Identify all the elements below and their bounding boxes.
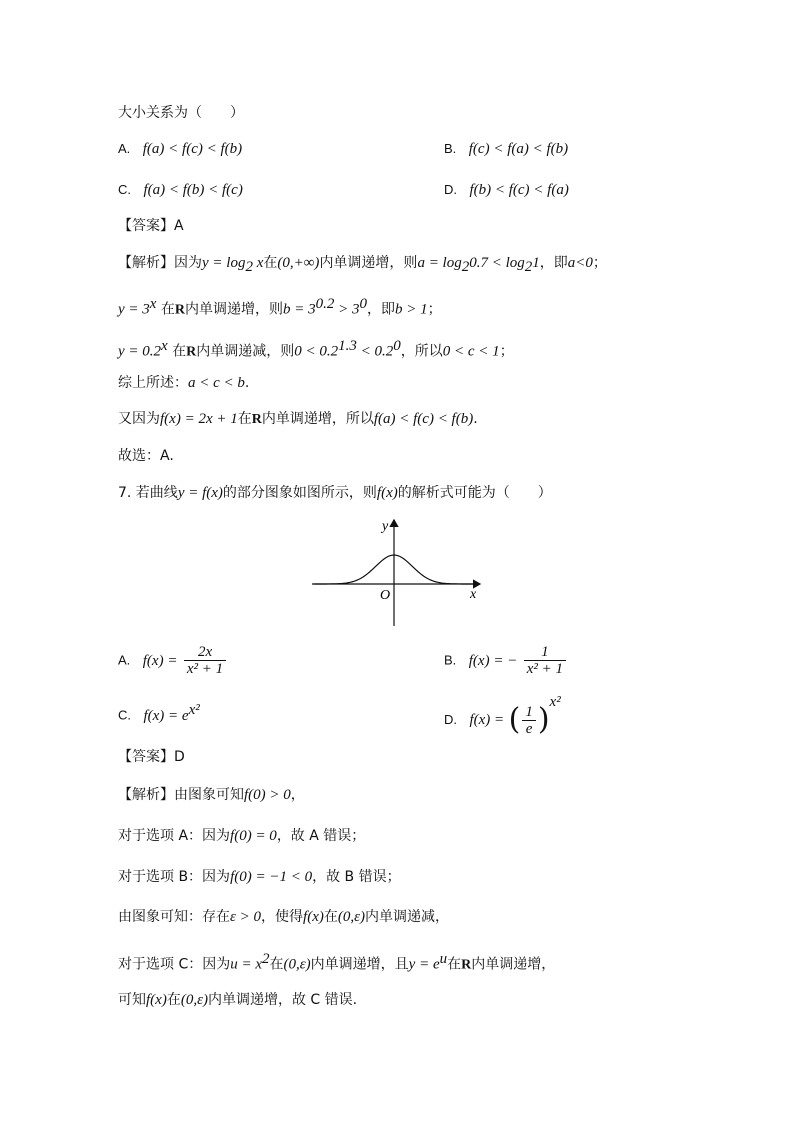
q6-answer-line — [118, 216, 184, 236]
q6-a2-expr: y = 3 — [118, 301, 150, 318]
q6-a3-exp1: 1.3 — [338, 338, 357, 354]
q6-summary-dot: . — [244, 375, 250, 391]
q7-b6-tail: 内单调递增，故 C 错误. — [207, 992, 358, 1008]
q7-b5-expr2: y = e — [408, 956, 440, 973]
q7-b4-in: 在 — [323, 909, 338, 925]
q7-stem-mid: 的部分图象如图所示，则 — [222, 485, 377, 501]
q6-a1-text: 内单调递增，则 — [319, 255, 418, 271]
q7-b4-fx: f(x) — [303, 909, 324, 925]
q7-option-b-lhs: f(x) = − — [468, 652, 518, 669]
q6-again-dot: . — [473, 411, 478, 427]
q6-a1-val: 0.7 < log — [469, 255, 525, 271]
q7-option-a-fraction — [184, 644, 226, 677]
q7-option-d-letter: D. — [444, 712, 457, 727]
q6-a1-one: 1 — [532, 255, 540, 271]
q6-option-a-expr: f(a) < f(c) < f(b) — [142, 141, 243, 157]
q7-b5-mid: 内单调递增，且 — [310, 956, 409, 973]
q6-a3-mid: < 0.2 — [356, 343, 394, 360]
q6-again-pre: 又因为 — [118, 411, 160, 427]
q6-a3-exp2: 0 — [393, 338, 401, 354]
q7-b5-expr: u = x — [230, 956, 263, 973]
q6-a2-ineq: b = 3 — [283, 301, 316, 318]
q7-analysis-line-4 — [118, 907, 449, 927]
q7-option-d: D. f(x) = ( $\frac{1}{e}$ )$^{x^2}$ — [444, 694, 561, 737]
q6-option-b-letter: B. — [444, 141, 457, 156]
q6-option-a-letter: A. — [118, 141, 131, 156]
q7-b1-expr: f(0) > 0 — [244, 787, 291, 803]
q7-b5-R: R — [461, 957, 472, 973]
q7-option-b-den: x² + 1 — [526, 661, 564, 677]
q6-again-end: f(a) < f(c) < f(b) — [373, 411, 474, 427]
q6-answer-value: A — [174, 218, 184, 234]
q6-again-line — [118, 409, 478, 430]
q6-a2-end: b > 1 — [395, 301, 428, 318]
q6-a1-semi: ； — [592, 255, 607, 271]
q6-a2-exp1: 0.2 — [315, 296, 335, 312]
q7-option-c-exp: x² — [188, 702, 200, 718]
q7-stem-expr: y = f(x) — [177, 485, 223, 501]
q7-b2-tail: ，故 A 错误； — [276, 828, 366, 844]
q6-summary-expr: a < c < b — [188, 375, 245, 391]
q6-a1-mid: 在 — [263, 255, 278, 271]
q6-again-expr: f(x) = 2x + 1 — [160, 411, 238, 427]
q7-b3-expr: f(0) = −1 < 0 — [230, 869, 313, 885]
q7-b4-interval: (0,ε) — [337, 909, 366, 925]
q7-b4-expr: ε > 0 — [230, 909, 262, 925]
q6-a1-interval: (0,+∞) — [277, 255, 320, 271]
q7-b4-pre: 由图象可知：存在 — [118, 909, 230, 925]
q7-option-a-den: x² + 1 — [186, 661, 224, 677]
q7-b6-in: 在 — [166, 992, 181, 1008]
q6-a3-expr: y = 0.2 — [118, 343, 162, 360]
q6-a2-text: 内单调递增，则 — [185, 301, 284, 318]
q6-analysis-line-1: 【解析】因为$y = \log_2 x$在(0,+∞)内单调递增，则$a = \log_20.7 < \log_21$，即a<0； — [118, 255, 607, 275]
q6-option-b — [444, 139, 568, 159]
q6-option-c-expr: f(a) < f(b) < f(c) — [143, 182, 243, 198]
q7-analysis-tag: 【解析】 — [118, 787, 174, 803]
q7-stem — [118, 483, 552, 503]
q6-summary-pre: 综上所述： — [118, 375, 188, 391]
q7-option-b-fraction — [524, 644, 566, 677]
q7-b5-sq: 2 — [262, 951, 270, 967]
q7-b3-tail: ，故 B 错误； — [312, 869, 401, 885]
q6-a3-ineq: 0 < 0.2 — [294, 343, 339, 360]
q6-a1-expr: y = log — [202, 255, 246, 271]
question-6-stem-tail: 大小关系为（ ） — [118, 105, 244, 121]
q6-a2-semi: ； — [427, 301, 442, 318]
q6-a2-exp2: 0 — [359, 296, 368, 312]
q6-a3-in: 在 — [172, 343, 187, 360]
q6-again-R: R — [251, 412, 262, 427]
q7-option-b-letter: B. — [444, 652, 457, 668]
q7-option-d-num: 1 — [522, 704, 536, 721]
q6-option-a — [118, 139, 242, 159]
q7-option-a-num: 2x — [184, 644, 226, 661]
q6-a1-pre: 因为 — [174, 255, 202, 271]
q7-option-a — [118, 644, 228, 677]
q6-a1-end: a<0 — [567, 255, 593, 271]
q6-option-d — [444, 180, 569, 200]
q7-option-d-den: e — [525, 720, 533, 737]
q7-analysis-line-2 — [118, 826, 365, 846]
q7-option-c — [118, 700, 200, 726]
q7-b5-tail: 内单调递增， — [471, 956, 556, 973]
q6-summary-line — [118, 373, 249, 393]
q7-analysis-line-3 — [118, 867, 401, 887]
origin-label: O — [380, 588, 391, 603]
q7-b5-in2: 在 — [447, 956, 462, 973]
q6-a2-in: 在 — [160, 301, 175, 318]
q7-analysis-line-6 — [118, 990, 357, 1010]
x-axis-label: x — [470, 587, 477, 602]
q7-b2-pre: 对于选项 A：因为 — [118, 828, 231, 844]
q6-a1-ineq: a = log — [417, 255, 462, 271]
q7-option-b-num: 1 — [524, 644, 566, 661]
q6-a3-semi: ； — [499, 343, 514, 360]
q6-analysis-line-3: $y = 0.2^x$ 在R内单调递减，则$0 < 0.2^{1.3} < 0.2^0$，所以0 < c < 1； — [118, 338, 514, 360]
q7-answer-tag: 【答案】 — [118, 749, 174, 765]
q6-option-d-expr: f(b) < f(c) < f(a) — [469, 182, 569, 198]
q7-b6-fx: f(x) — [146, 992, 167, 1008]
q6-option-c — [118, 180, 243, 200]
q7-b3-pre: 对于选项 B：因为 — [118, 869, 231, 885]
q7-b6-pre: 可知 — [118, 992, 146, 1008]
q6-a3-text: 内单调递减，则 — [196, 343, 295, 360]
q6-analysis-line-2: $y = 3^x$ 在R内单调递增，则$b = 3^{0.2} > 3^0$，即b > 1； — [118, 296, 442, 318]
q7-b5-in: 在 — [269, 956, 284, 973]
q6-a2-gt: > 3 — [334, 301, 360, 318]
q7-b1-tail: ， — [290, 787, 305, 803]
q6-option-c-letter: C. — [118, 182, 131, 197]
q7-b2-expr: f(0) = 0 — [230, 828, 277, 844]
q7-graph — [308, 514, 488, 629]
q6-a3-R: R — [186, 344, 197, 360]
q6-option-d-letter: D. — [444, 182, 457, 197]
q7-analysis-line-1 — [118, 785, 305, 805]
q6-a2-tail: ，即 — [367, 301, 396, 318]
q7-option-d-lhs: f(x) = — [469, 712, 505, 728]
q7-option-a-letter: A. — [118, 652, 131, 668]
q7-stem-fx: f(x) — [376, 485, 398, 501]
q6-option-b-expr: f(c) < f(a) < f(b) — [468, 141, 569, 157]
q7-b5-u: u — [439, 951, 448, 967]
q7-b6-interval: (0,ε) — [180, 992, 208, 1008]
q7-answer-value: D — [174, 749, 185, 765]
q7-option-c-letter: C. — [118, 707, 131, 723]
q7-option-c-lhs: f(x) = e — [143, 707, 189, 724]
q7-b1-text: 由图象可知 — [174, 787, 244, 803]
q7-b4-mid: ，使得 — [261, 909, 304, 925]
q7-option-d-fraction — [522, 704, 536, 737]
q7-b5-interval: (0,ε) — [283, 956, 311, 973]
q6-analysis-tag: 【解析】 — [118, 255, 174, 271]
q7-analysis-line-5 — [118, 949, 555, 976]
q6-a2-R: R — [174, 302, 186, 318]
q7-b4-tail: 内单调递减， — [365, 909, 450, 925]
q7-stem-pre: 7. 若曲线 — [118, 485, 178, 501]
q6-a1-tail: ，即 — [539, 255, 568, 271]
q6-answer-tag: 【答案】 — [118, 218, 174, 234]
q6-again-text: 内单调递增，所以 — [261, 411, 374, 427]
q7-option-b — [444, 644, 568, 677]
q7-option-a-lhs: f(x) = — [142, 652, 178, 669]
y-axis-label: y — [382, 519, 389, 534]
q7-option-d-exp: x² — [549, 694, 561, 710]
q6-a3-end: 0 < c < 1 — [442, 343, 500, 360]
q7-b5-pre: 对于选项 C：因为 — [118, 956, 231, 973]
q7-stem-tail: 的解析式可能为（ ） — [397, 485, 552, 501]
q7-answer-line — [118, 747, 185, 767]
q6-again-in: 在 — [237, 411, 252, 427]
q6-a3-tail: ，所以 — [400, 343, 443, 360]
q6-choose-line: 故选：A. — [118, 448, 174, 464]
